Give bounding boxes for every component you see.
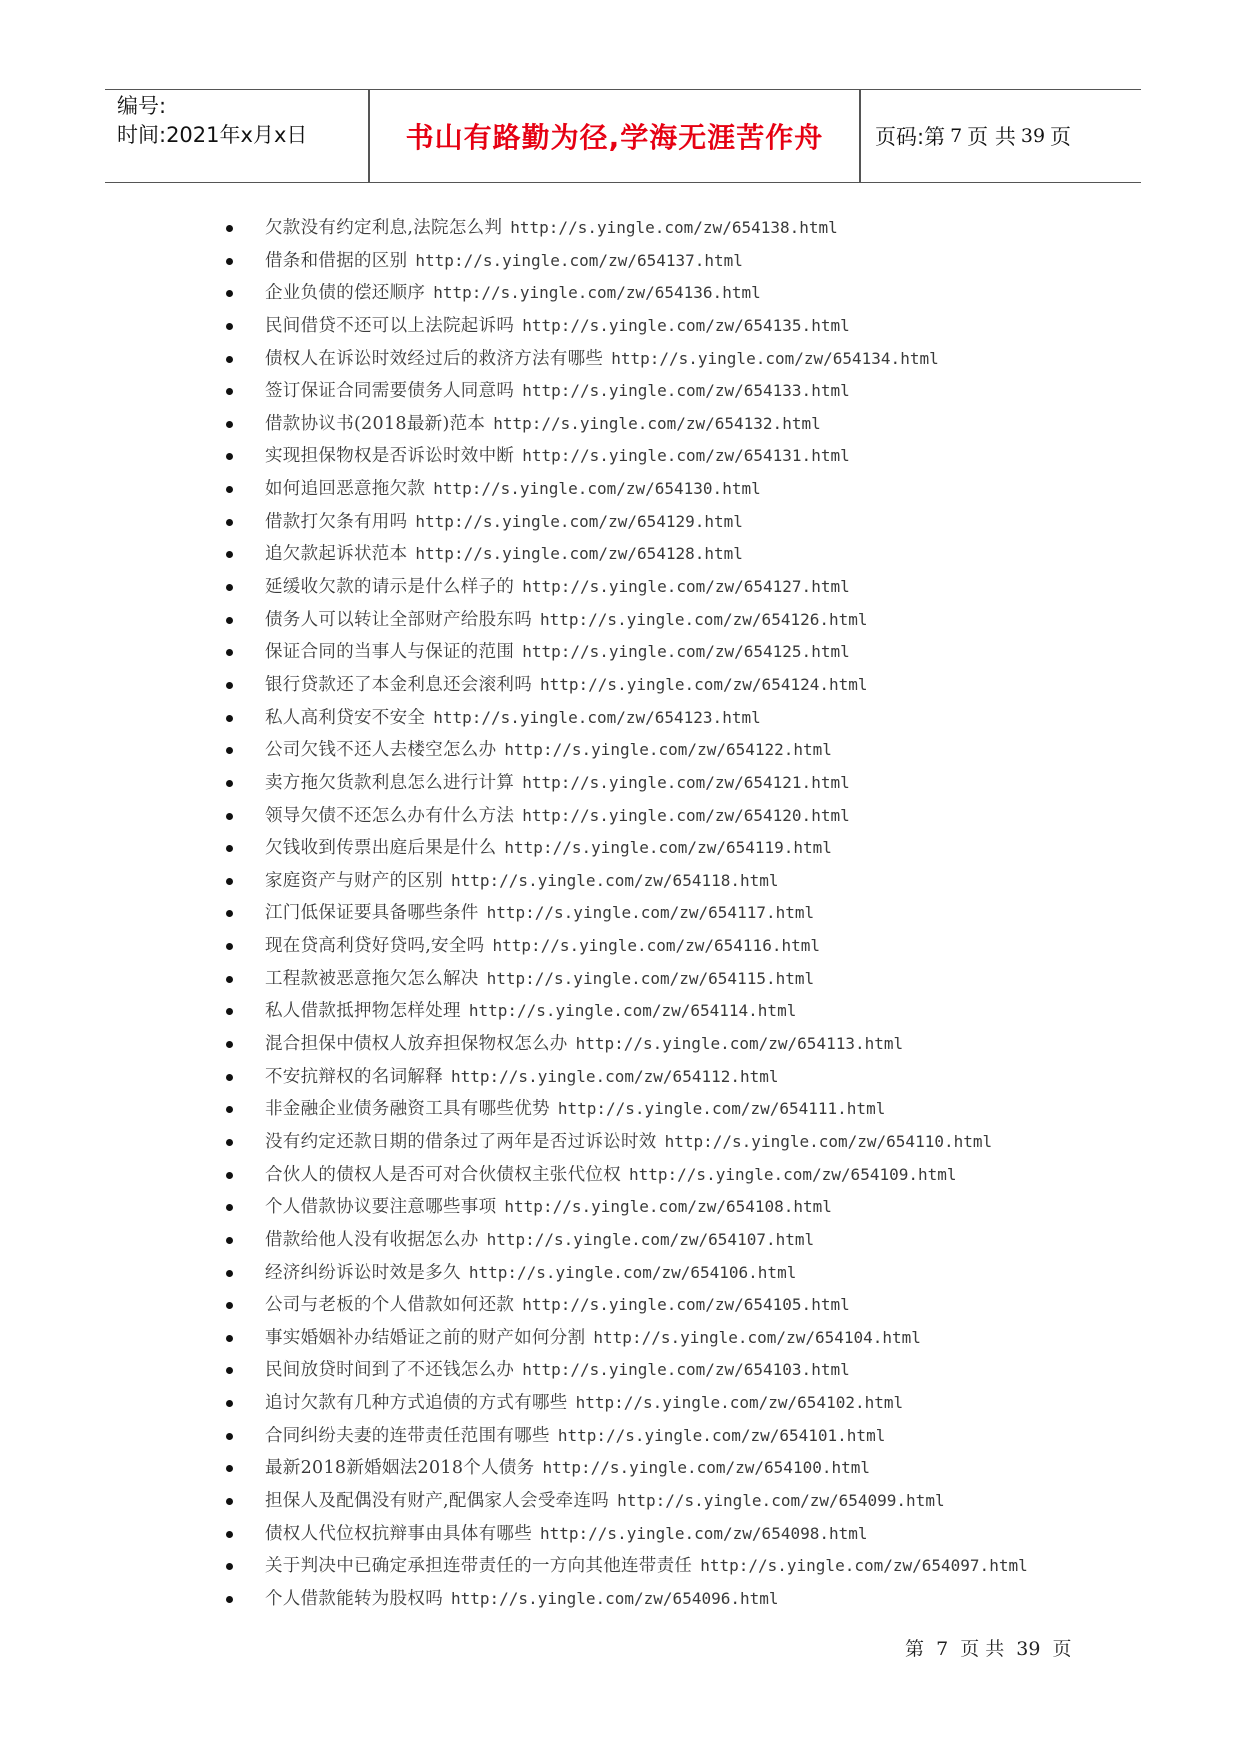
bullet-icon <box>226 1563 233 1570</box>
header-page-indicator <box>875 90 1071 182</box>
link-url[interactable]: http://s.yingle.com/zw/654116.html <box>492 936 820 956</box>
link-title: 合伙人的债权人是否可对合伙债权主张代位权 <box>265 1164 621 1185</box>
list-item <box>0 1583 1241 1616</box>
link-title: 家庭资产与财产的区别 <box>265 870 443 891</box>
list-item <box>0 767 1241 800</box>
bullet-icon <box>226 551 233 558</box>
bullet-icon <box>226 1465 233 1472</box>
link-title: 合同纠纷夫妻的连带责任范围有哪些 <box>265 1425 550 1446</box>
link-url[interactable]: http://s.yingle.com/zw/654103.html <box>522 1360 850 1380</box>
list-item <box>0 408 1241 441</box>
list-item <box>0 375 1241 408</box>
link-title: 经济纠纷诉讼时效是多久 <box>265 1262 461 1283</box>
link-url[interactable]: http://s.yingle.com/zw/654138.html <box>510 218 838 237</box>
bullet-icon <box>226 1498 233 1505</box>
bullet-icon <box>226 747 233 754</box>
link-title: 企业负债的偿还顺序 <box>265 283 426 304</box>
link-title: 欠款没有约定利息,法院怎么判 <box>265 218 503 238</box>
link-url[interactable]: http://s.yingle.com/zw/654126.html <box>540 609 868 629</box>
header-page-total: 39 <box>1020 125 1046 147</box>
link-url[interactable]: http://s.yingle.com/zw/654118.html <box>451 870 779 890</box>
list-item <box>0 538 1241 571</box>
header-page-suffix: 页 <box>1050 125 1072 149</box>
bullet-icon <box>226 1008 233 1015</box>
link-url[interactable]: http://s.yingle.com/zw/654132.html <box>493 413 821 433</box>
footer-page-current: 7 <box>936 1638 949 1660</box>
header-page-current: 7 <box>950 125 963 147</box>
list-item <box>0 1224 1241 1257</box>
header-meta <box>117 92 367 150</box>
link-title: 公司与老板的个人借款如何还款 <box>265 1295 515 1316</box>
bullet-icon <box>226 1204 233 1211</box>
bullet-icon <box>226 1074 233 1081</box>
link-url[interactable]: http://s.yingle.com/zw/654113.html <box>575 1034 904 1054</box>
bullet-icon <box>226 388 233 395</box>
bullet-icon <box>226 1106 233 1113</box>
bullet-icon <box>226 943 233 950</box>
page-footer <box>905 1634 1072 1661</box>
link-title: 延缓收欠款的请示是什么样子的 <box>265 577 515 598</box>
list-item <box>0 473 1241 506</box>
link-url[interactable]: http://s.yingle.com/zw/654128.html <box>415 544 743 564</box>
link-url[interactable]: http://s.yingle.com/zw/654105.html <box>522 1295 850 1315</box>
link-title: 私人借款抵押物怎样处理 <box>265 1001 461 1022</box>
list-item <box>0 1028 1241 1061</box>
list-item <box>0 571 1241 604</box>
link-url[interactable]: http://s.yingle.com/zw/654115.html <box>486 968 815 988</box>
link-title: 最新2018新婚姻法2018个人债务 <box>265 1458 535 1479</box>
list-item <box>0 930 1241 963</box>
list-item <box>0 1061 1241 1094</box>
link-title: 债务人可以转让全部财产给股东吗 <box>265 609 532 630</box>
bullet-icon <box>226 258 233 265</box>
document-time-label: 时间:2021年x月x日 <box>117 123 308 147</box>
bullet-icon <box>226 1237 233 1244</box>
list-item <box>0 343 1241 376</box>
link-url[interactable]: http://s.yingle.com/zw/654096.html <box>451 1588 779 1608</box>
bullet-icon <box>226 1596 233 1603</box>
list-item <box>0 1354 1241 1387</box>
list-item <box>0 1387 1241 1420</box>
link-title: 个人借款协议要注意哪些事项 <box>265 1197 497 1218</box>
link-url[interactable]: http://s.yingle.com/zw/654125.html <box>522 642 850 662</box>
list-item <box>0 1093 1241 1126</box>
link-url[interactable]: http://s.yingle.com/zw/654101.html <box>557 1425 886 1445</box>
header-motto: 书山有路勤为径,学海无涯苦作舟 <box>405 121 824 154</box>
link-title: 借款协议书(2018最新)范本 <box>265 413 486 434</box>
link-url[interactable]: http://s.yingle.com/zw/654110.html <box>664 1131 993 1151</box>
bullet-icon <box>226 1139 233 1146</box>
link-title: 借条和借据的区别 <box>265 250 408 271</box>
bullet-icon <box>226 584 233 591</box>
link-url[interactable]: http://s.yingle.com/zw/654136.html <box>433 283 761 303</box>
list-item <box>0 1485 1241 1518</box>
link-url[interactable]: http://s.yingle.com/zw/654121.html <box>522 772 850 792</box>
link-url[interactable]: http://s.yingle.com/zw/654098.html <box>540 1523 868 1543</box>
footer-page-suffix: 页 <box>1052 1638 1072 1660</box>
list-item <box>0 440 1241 473</box>
bullet-icon <box>226 813 233 820</box>
list-item <box>0 506 1241 539</box>
header-page-prefix: 页码:第 <box>875 125 946 149</box>
link-url[interactable]: http://s.yingle.com/zw/654124.html <box>540 674 868 694</box>
link-url[interactable]: http://s.yingle.com/zw/654134.html <box>611 348 939 368</box>
list-item <box>0 1518 1241 1551</box>
bullet-icon <box>226 225 233 232</box>
link-url[interactable]: http://s.yingle.com/zw/654135.html <box>522 315 850 335</box>
list-item <box>0 1420 1241 1453</box>
link-url[interactable]: http://s.yingle.com/zw/654129.html <box>415 511 743 531</box>
bullet-icon <box>226 1172 233 1179</box>
bullet-icon <box>226 1041 233 1048</box>
link-url[interactable]: http://s.yingle.com/zw/654108.html <box>504 1197 832 1217</box>
link-url[interactable]: http://s.yingle.com/zw/654131.html <box>522 446 850 466</box>
link-title: 追讨欠款有几种方式追债的方式有哪些 <box>265 1393 568 1414</box>
bullet-icon <box>226 290 233 297</box>
bullet-icon <box>226 486 233 493</box>
link-url[interactable]: http://s.yingle.com/zw/654120.html <box>522 805 850 825</box>
article-link-list <box>0 212 1241 1616</box>
link-title: 卖方拖欠货款利息怎么进行计算 <box>265 772 515 793</box>
bullet-icon <box>226 323 233 330</box>
list-item <box>0 245 1241 278</box>
link-url[interactable]: http://s.yingle.com/zw/654130.html <box>433 479 761 499</box>
list-item <box>0 897 1241 930</box>
link-url[interactable]: http://s.yingle.com/zw/654117.html <box>486 903 815 923</box>
list-item <box>0 604 1241 637</box>
bullet-icon <box>226 910 233 917</box>
bullet-icon <box>226 617 233 624</box>
list-item <box>0 963 1241 996</box>
list-item <box>0 1159 1241 1192</box>
bullet-icon <box>226 682 233 689</box>
bullet-icon <box>226 1270 233 1277</box>
bullet-icon <box>226 780 233 787</box>
link-title: 追欠款起诉状范本 <box>265 544 408 565</box>
list-item <box>0 995 1241 1028</box>
bullet-icon <box>226 715 233 722</box>
link-url[interactable]: http://s.yingle.com/zw/654111.html <box>557 1099 886 1119</box>
link-url[interactable]: http://s.yingle.com/zw/654097.html <box>700 1556 1028 1576</box>
link-url[interactable]: http://s.yingle.com/zw/654123.html <box>433 707 761 727</box>
bullet-icon <box>226 356 233 363</box>
list-item <box>0 310 1241 343</box>
bullet-icon <box>226 1400 233 1407</box>
bullet-icon <box>226 1531 233 1538</box>
list-item <box>0 1452 1241 1485</box>
link-title: 工程款被恶意拖欠怎么解决 <box>265 968 479 989</box>
link-url[interactable]: http://s.yingle.com/zw/654127.html <box>522 577 850 597</box>
link-url[interactable]: http://s.yingle.com/zw/654106.html <box>468 1262 797 1282</box>
link-title: 民间放贷时间到了不还钱怎么办 <box>265 1360 515 1381</box>
link-title: 不安抗辩权的名词解释 <box>265 1066 443 1087</box>
link-title: 现在贷高利贷好贷吗,安全吗 <box>265 936 485 957</box>
bullet-icon <box>226 421 233 428</box>
link-title: 保证合同的当事人与保证的范围 <box>265 642 515 663</box>
link-title: 非金融企业债务融资工具有哪些优势 <box>265 1099 550 1120</box>
link-title: 实现担保物权是否诉讼时效中断 <box>265 446 515 467</box>
link-title: 借款打欠条有用吗 <box>265 511 408 532</box>
bullet-icon <box>226 1367 233 1374</box>
header-divider-right <box>859 90 861 182</box>
link-title: 事实婚姻补办结婚证之前的财产如何分割 <box>265 1327 586 1348</box>
bullet-icon <box>226 878 233 885</box>
footer-page-middle: 页 共 <box>960 1638 1005 1660</box>
list-item <box>0 1289 1241 1322</box>
link-title: 私人高利贷安不安全 <box>265 707 426 728</box>
link-title: 债权人在诉讼时效经过后的救济方法有哪些 <box>265 348 604 369</box>
link-url[interactable]: http://s.yingle.com/zw/654114.html <box>468 1001 797 1021</box>
list-item <box>0 1191 1241 1224</box>
document-number-label: 编号: <box>117 94 167 118</box>
list-item <box>0 865 1241 898</box>
bullet-icon <box>226 1433 233 1440</box>
link-title: 银行贷款还了本金利息还会滚利吗 <box>265 674 532 695</box>
footer-page-total: 39 <box>1016 1638 1041 1660</box>
link-title: 如何追回恶意拖欠款 <box>265 479 426 500</box>
list-item <box>0 669 1241 702</box>
link-url[interactable]: http://s.yingle.com/zw/654100.html <box>542 1458 870 1478</box>
link-title: 债权人代位权抗辩事由具体有哪些 <box>265 1523 532 1544</box>
list-item <box>0 277 1241 310</box>
list-item <box>0 636 1241 669</box>
link-url[interactable]: http://s.yingle.com/zw/654104.html <box>593 1327 921 1347</box>
link-title: 担保人及配偶没有财产,配偶家人会受牵连吗 <box>265 1490 610 1511</box>
link-url[interactable]: http://s.yingle.com/zw/654112.html <box>451 1066 779 1086</box>
link-url[interactable]: http://s.yingle.com/zw/654099.html <box>617 1490 945 1510</box>
link-url[interactable]: http://s.yingle.com/zw/654107.html <box>486 1229 815 1249</box>
list-item <box>0 702 1241 735</box>
list-item <box>0 800 1241 833</box>
list-item <box>0 1322 1241 1355</box>
link-url[interactable]: http://s.yingle.com/zw/654102.html <box>575 1393 904 1413</box>
bullet-icon <box>226 1302 233 1309</box>
link-title: 领导欠债不还怎么办有什么方法 <box>265 805 515 826</box>
header-page-middle: 页 共 <box>967 125 1016 149</box>
page-header <box>105 89 1141 183</box>
link-title: 签订保证合同需要债务人同意吗 <box>265 381 515 402</box>
link-url[interactable]: http://s.yingle.com/zw/654119.html <box>504 838 832 858</box>
bullet-icon <box>226 649 233 656</box>
list-item <box>0 1257 1241 1290</box>
footer-page-prefix: 第 <box>905 1638 925 1660</box>
link-title: 混合担保中债权人放弃担保物权怎么办 <box>265 1034 568 1055</box>
link-title: 民间借贷不还可以上法院起诉吗 <box>265 315 515 336</box>
bullet-icon <box>226 845 233 852</box>
list-item <box>0 734 1241 767</box>
link-title: 公司欠钱不还人去楼空怎么办 <box>265 740 497 761</box>
list-item <box>0 212 1241 245</box>
link-url[interactable]: http://s.yingle.com/zw/654122.html <box>504 740 832 760</box>
list-item <box>0 1126 1241 1159</box>
bullet-icon <box>226 519 233 526</box>
link-title: 没有约定还款日期的借条过了两年是否过诉讼时效 <box>265 1131 657 1152</box>
link-title: 个人借款能转为股权吗 <box>265 1588 443 1609</box>
bullet-icon <box>226 1335 233 1342</box>
list-item <box>0 832 1241 865</box>
link-title: 借款给他人没有收据怎么办 <box>265 1229 479 1250</box>
bullet-icon <box>226 453 233 460</box>
link-url[interactable]: http://s.yingle.com/zw/654137.html <box>415 250 743 270</box>
link-title: 关于判决中已确定承担连带责任的一方向其他连带责任 <box>265 1556 693 1577</box>
link-url[interactable]: http://s.yingle.com/zw/654109.html <box>629 1164 957 1184</box>
link-url[interactable]: http://s.yingle.com/zw/654133.html <box>522 381 850 401</box>
list-item <box>0 1550 1241 1583</box>
bullet-icon <box>226 976 233 983</box>
link-title: 欠钱收到传票出庭后果是什么 <box>265 838 497 859</box>
link-title: 江门低保证要具备哪些条件 <box>265 903 479 924</box>
